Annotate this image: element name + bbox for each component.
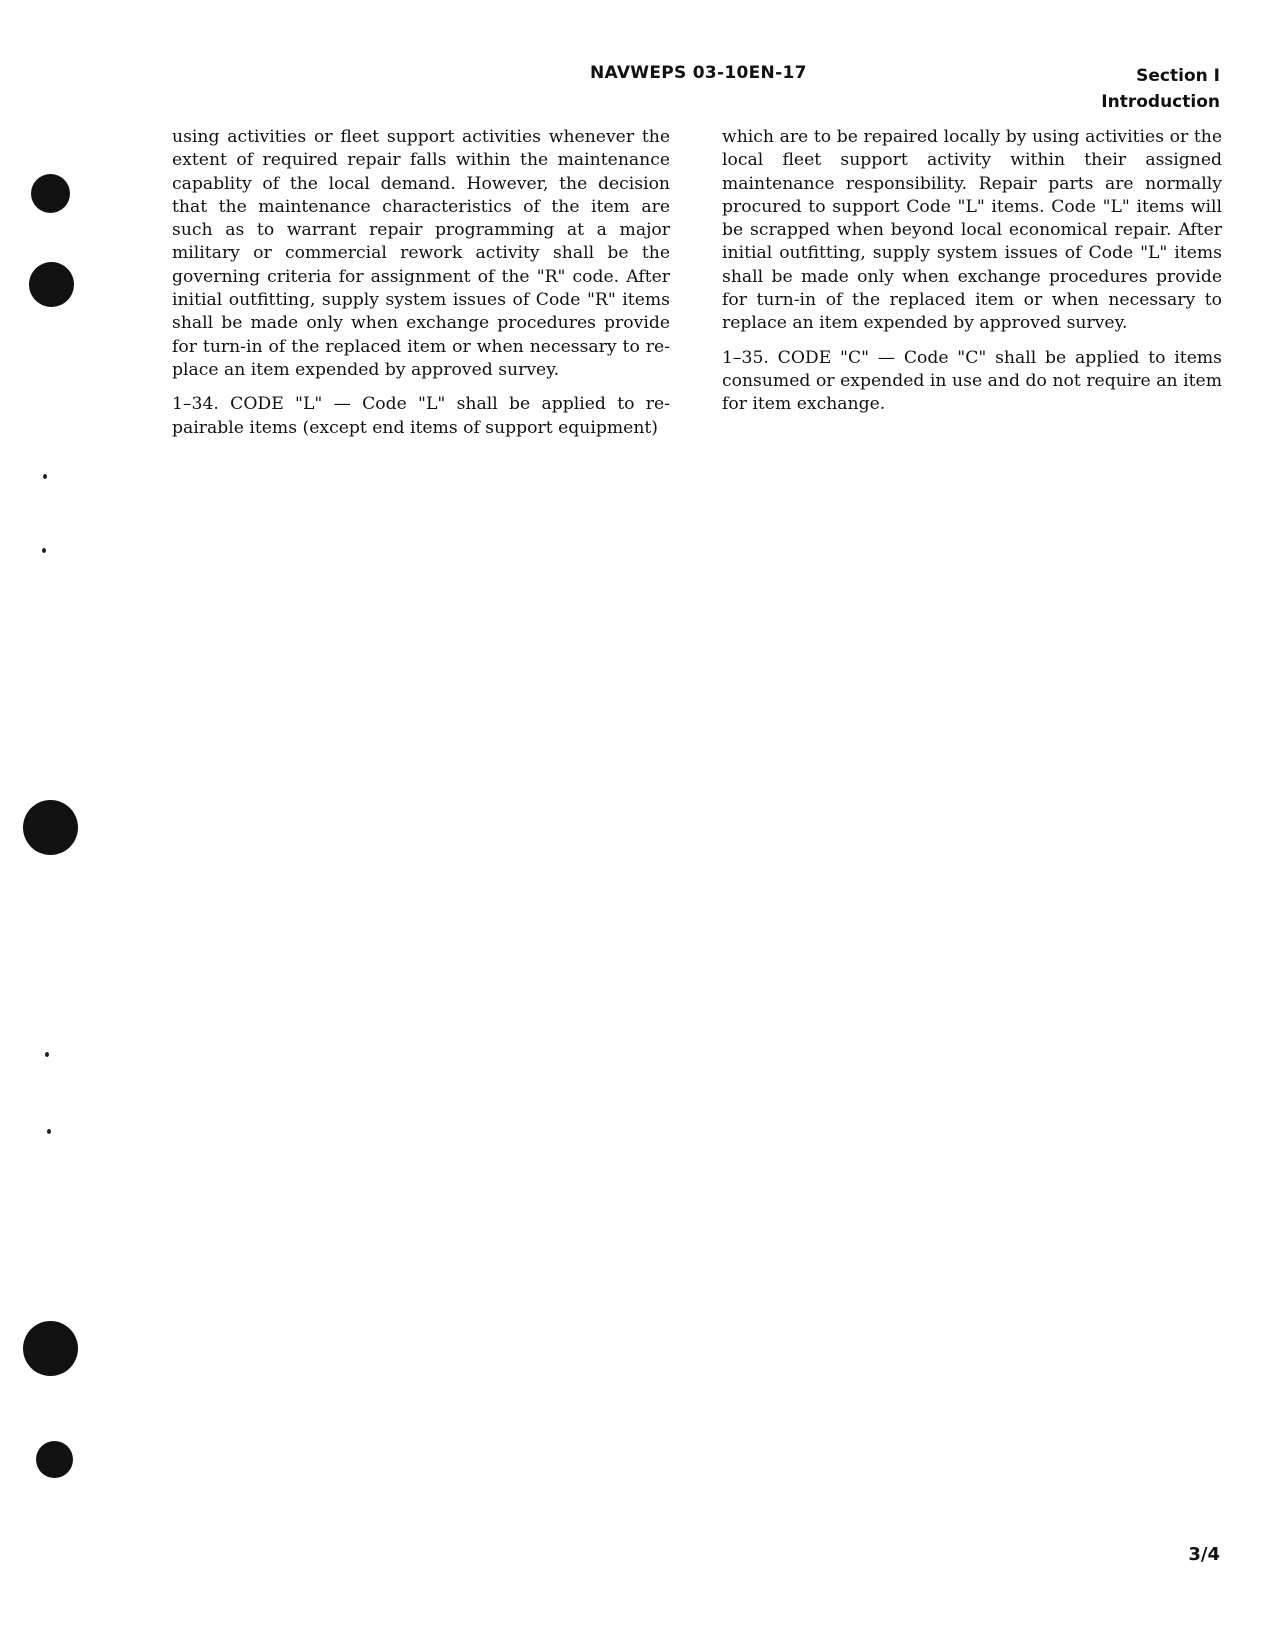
scan-speck	[47, 1129, 51, 1134]
section-heading	[1101, 63, 1220, 115]
paragraph-1-35: 1–35. CODE "C" — Code "C" shall be applied to items consumed or expended in use and do not require an item for item exchange.	[722, 347, 1222, 415]
paragraph-1-34: 1–34. CODE "L" — Code "L" shall be applied to repairable items (except end items of support equipment)	[172, 394, 670, 438]
scan-speck	[43, 474, 47, 479]
scan-speck	[42, 548, 46, 553]
right-column	[722, 126, 1222, 428]
punch-hole	[23, 1321, 78, 1376]
page-number: 3/4	[1188, 1544, 1220, 1565]
punch-hole	[31, 174, 70, 213]
paragraph: using activities or fleet support activities whenever the extent of required repair falls within the maintenance capablity of the local demand. However, the decision that the maintenance characteristics of the item are such as to warrant repair programming at a major military or commercial rework activity shall be the governing criteria for assignment of the "R" code. After initial outfitting, supply system issues of Code "R" items shall be made only when exchange procedures provide for turn-in of the replaced item or when necessary to replace an item expended by approved survey.	[172, 127, 670, 380]
scan-speck	[45, 1052, 49, 1057]
section-number: Section I	[1136, 66, 1220, 86]
section-title: Introduction	[1101, 92, 1220, 112]
left-column	[172, 126, 670, 451]
punch-hole	[29, 262, 74, 307]
punch-hole	[23, 800, 78, 855]
punch-hole	[36, 1441, 73, 1478]
paragraph: which are to be repaired locally by using activities or the local fleet support activity within their assigned maintenance responsibility. Repair parts are normally procured to support Code "L" items. Code "L" items will be scrapped when beyond local economical repair. After initial outfitting, supply system issues of Code "L" items shall be made only when exchange procedures provide for turn-in of the replaced item or when necessary to replace an item expended by approved survey.	[722, 127, 1222, 334]
document-code: NAVWEPS 03-10EN-17	[590, 63, 807, 83]
